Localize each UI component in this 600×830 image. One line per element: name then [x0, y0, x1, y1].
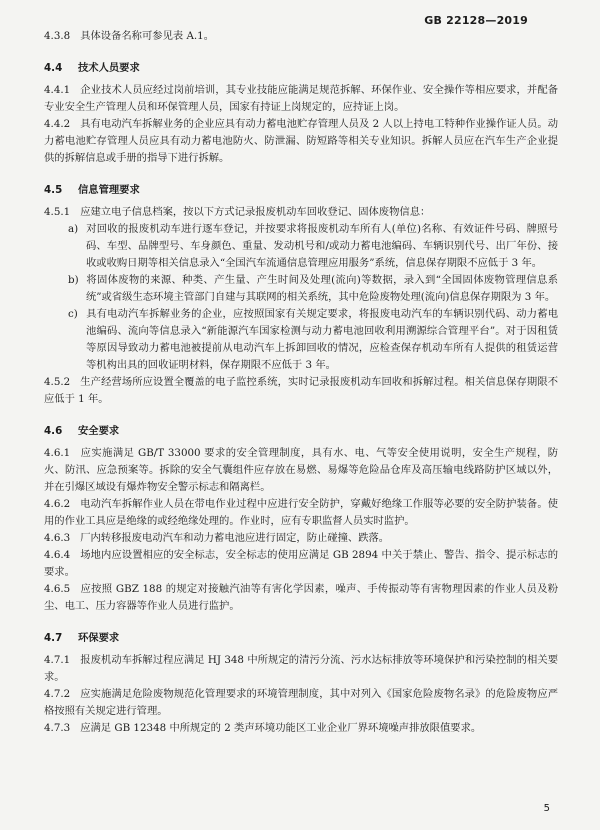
clause-4-7-2: 4.7.2 应实施满足危险废物规范化管理要求的环境管理制度，其中对列入《国家危险废物名录》的危险废物应严格按照有关规定进行管理。: [44, 688, 558, 717]
standard-code: GB 22128—2019: [424, 14, 528, 27]
clause-4-6-2: 4.6.2 电动汽车拆解作业人员在带电作业过程中应进行安全防护，穿戴好绝缘工作服等必要的安全防护装备。使用的作业工具应是绝缘的或经绝缘处理的。作业时，应有专职监督人员实时监护。: [44, 498, 558, 527]
heading-4-4: 4.4 技术人员要求: [44, 62, 140, 74]
page-number: 5: [543, 803, 550, 814]
heading-4-5: 4.5 信息管理要求: [44, 184, 140, 196]
document-body: [44, 28, 558, 737]
clause-4-6-4: 4.6.4 场地内应设置相应的安全标志，安全标志的使用应满足 GB 2894 中关于禁止、警告、指令、提示标志的要求。: [44, 549, 558, 578]
clause-4-4-2: 4.4.2 具有电动汽车拆解业务的企业应具有动力蓄电池贮存管理人员及 2 人以上持电工特种作业操作证人员。动力蓄电池贮存管理人员应具有动力蓄电池防火、防泄漏、防短路等相关专业知识。拆解人员应在汽车生产企业提供的拆解信息或手册的指导下进行拆解。: [44, 118, 558, 164]
clause-4-6-5: 4.6.5 应按照 GBZ 188 的规定对接触汽油等有害化学因素，噪声、手传振动等有害物理因素的作业人员及粉尘、电工、压力容器等作业人员进行监护。: [44, 583, 558, 612]
clause-4-3-8: 4.3.8 具体设备名称可参见表 A.1。: [44, 30, 215, 42]
clause-4-7-3: 4.7.3 应满足 GB 12348 中所规定的 2 类声环境功能区工业企业厂界环境噪声排放限值要求。: [44, 722, 482, 734]
clause-4-6-1: 4.6.1 应实施满足 GB/T 33000 要求的安全管理制度，具有水、电、气等安全使用说明，安全生产规程，防火、防汛、应急预案等。拆除的安全气囊组件应存放在易燃、易爆等危险品仓库及高压输电线路防护区域以外，并在引爆区域设有爆炸物安全警示标志和隔离栏。: [44, 447, 558, 493]
heading-4-7: 4.7 环保要求: [44, 632, 120, 644]
list-item-b: b) 将固体废物的来源、种类、产生量、产生时间及处理(流向)等数据，录入到“全国固体废物管理信息系统”或省级生态环境主管部门自建与其联网的相关系统，其中危险废物处理(流向)信息保存期限为 3 年。: [68, 274, 558, 303]
clause-4-5-1: 4.5.1 应建立电子信息档案，按以下方式记录报废机动车回收登记、固体废物信息：: [44, 206, 431, 218]
list-item-a: a) 对回收的报废机动车进行逐车登记，并按要求将报废机动车所有人(单位)名称、有效证件号码、牌照号码、车型、品牌型号、车身颜色、重量、发动机号和/或动力蓄电池编码、车辆识别代号、出厂年份、接收或收购日期等相关信息录入“全国汽车流通信息管理应用服务”系统，信息保存期限不应低于 3 年。: [68, 223, 558, 269]
clause-4-7-1: 4.7.1 报废机动车拆解过程应满足 HJ 348 中所规定的清污分流、污水达标排放等环境保护和污染控制的相关要求。: [44, 654, 558, 683]
heading-4-6: 4.6 安全要求: [44, 425, 120, 437]
clause-4-6-3: 4.6.3 厂内转移报废电动汽车和动力蓄电池应进行固定，防止碰撞、跌落。: [44, 532, 390, 544]
list-item-c: c) 具有电动汽车拆解业务的企业，应按照国家有关规定要求，将报废电动汽车的车辆识别代码、动力蓄电池编码、流向等信息录入“新能源汽车国家检测与动力蓄电池回收利用溯源综合管理平台”。对于因租赁等原因导致动力蓄电池被提前从电动汽车上拆卸回收的情况，应检查保存机动车所有人提供的租赁运营等机构出具的回收证明材料，保存期限不应低于 3 年。: [68, 308, 558, 371]
clause-4-4-1: 4.4.1 企业技术人员应经过岗前培训，其专业技能应能满足规范拆解、环保作业、安全操作等相应要求，并配备专业安全生产管理人员和环保管理人员，国家有持证上岗规定的，应持证上岗。: [44, 84, 558, 113]
clause-4-5-2: 4.5.2 生产经营场所应设置全覆盖的电子监控系统，实时记录报废机动车回收和拆解过程。相关信息保存期限不应低于 1 年。: [44, 376, 558, 405]
